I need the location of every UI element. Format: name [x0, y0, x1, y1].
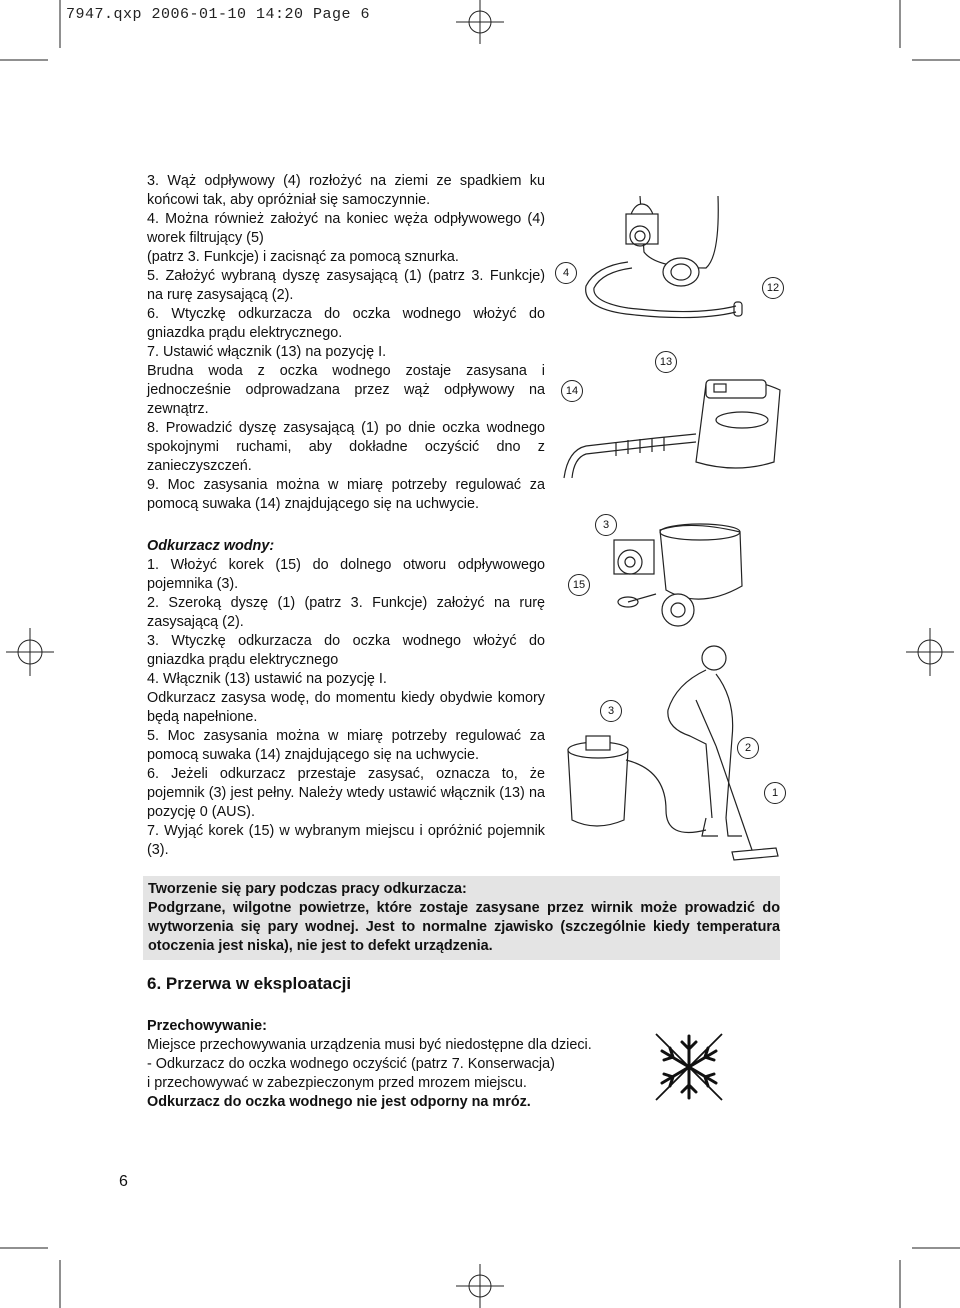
person-vacuuming-illustration	[556, 640, 796, 870]
wet-vacuum-section	[147, 537, 545, 860]
instruction-3: 3. Wąż odpływowy (4) rozłożyć na ziemi ze spadkiem ku końcowi tak, aby opróżniał się samoczynnie.	[147, 173, 545, 208]
print-slug: 7947.qxp 2006-01-10 14:20 Page 6	[66, 6, 371, 23]
storage-line-2: - Odkurzacz do oczka wodnego oczyścić (patrz 7. Konserwacja)	[147, 1056, 555, 1072]
instruction-9: 9. Moc zasysania można w miarę potrzeby regulować za pomocą suwaka (14) znajdującego się na uchwycie.	[147, 477, 545, 512]
callout-12: 12	[762, 277, 784, 299]
storage-section	[147, 1017, 647, 1112]
storage-heading: Przechowywanie:	[147, 1018, 267, 1034]
steam-notice-heading: Tworzenie się pary podczas pracy odkurzacza:	[148, 881, 467, 897]
instruction-7-note: Brudna woda z oczka wodnego zostaje zasysana i jednocześnie odprowadzana przez wąż odpływowy na zewnątrz.	[147, 363, 545, 417]
wet-step-1: 1. Włożyć korek (15) do dolnego otworu odpływowego pojemnika (3).	[147, 557, 545, 592]
callout-2: 2	[737, 737, 759, 759]
wet-vacuum-heading: Odkurzacz wodny:	[147, 538, 275, 554]
wet-step-4: 4. Włącznik (13) ustawić na pozycję I.	[147, 671, 387, 687]
drain-hose-illustration	[556, 196, 806, 336]
wet-step-3: 3. Wtyczkę odkurzacza do oczka wodnego włożyć do gniazdka prądu elektrycznego	[147, 633, 545, 668]
callout-14: 14	[561, 380, 583, 402]
callout-13: 13	[655, 351, 677, 373]
instruction-7: 7. Ustawić włącznik (13) na pozycję I.	[147, 344, 387, 360]
page-number: 6	[119, 1173, 128, 1190]
steam-notice-box	[143, 876, 780, 960]
suction-handle-illustration	[556, 350, 786, 500]
callout-4: 4	[555, 262, 577, 284]
callout-3-container: 3	[600, 700, 622, 722]
wet-step-5: 5. Moc zasysania można w miarę potrzeby regulować za pomocą suwaka (14) znajdującego się na uchwycie.	[147, 728, 545, 763]
steam-notice-body: Podgrzane, wilgotne powietrze, które zostaje zasysane przez wirnik może prowadzić do wytworzenia się pary wodnej. Jest to normalne zjawisko (szczególnie kiedy temperatura otoczenia jest niska), nie jest to defekt urządzenia.	[148, 900, 780, 954]
instruction-6: 6. Wtyczkę odkurzacza do oczka wodnego włożyć do gniazdka prądu elektrycznego.	[147, 306, 545, 341]
instructions-column	[147, 172, 545, 514]
instruction-8: 8. Prowadzić dyszę zasysającą (1) po dnie oczka wodnego spokojnymi ruchami, aby dokładne oczyścić dno z zanieczyszczeń.	[147, 420, 545, 474]
section-title: 6. Przerwa w eksploatacji	[147, 974, 352, 993]
instruction-4: 4. Można również założyć na koniec węża odpływowego (4) worek filtrujący (5)	[147, 211, 545, 246]
storage-line-1: Miejsce przechowywania urządzenia musi być niedostępne dla dzieci.	[147, 1037, 592, 1053]
wet-step-7: 7. Wyjąć korek (15) w wybranym miejscu i opróżnić pojemnik (3).	[147, 823, 545, 858]
instruction-5: 5. Założyć wybraną dyszę zasysającą (1) (patrz 3. Funkcje) na rurę zasysającą (2).	[147, 268, 545, 303]
instruction-4-cont: (patrz 3. Funkcje) i zacisnąć za pomocą sznurka.	[147, 249, 459, 265]
callout-3: 3	[595, 514, 617, 536]
callout-1: 1	[764, 782, 786, 804]
no-frost-icon	[652, 1030, 726, 1104]
wet-step-2: 2. Szeroką dyszę (1) (patrz 3. Funkcje) założyć na rurę zasysającą (2).	[147, 595, 545, 630]
callout-15: 15	[568, 574, 590, 596]
storage-line-3: i przechowywać w zabezpieczonym przed mrozem miejscu.	[147, 1075, 527, 1091]
wet-step-6: 6. Jeżeli odkurzacz przestaje zasysać, oznacza to, że pojemnik (3) jest pełny. Należy wtedy ustawić włącznik (13) na pozycję 0 (AUS).	[147, 766, 545, 820]
storage-warning: Odkurzacz do oczka wodnego nie jest odporny na mróz.	[147, 1094, 531, 1110]
wet-step-4-note: Odkurzacz zasysa wodę, do momentu kiedy obydwie komory będą napełnione.	[147, 690, 545, 725]
